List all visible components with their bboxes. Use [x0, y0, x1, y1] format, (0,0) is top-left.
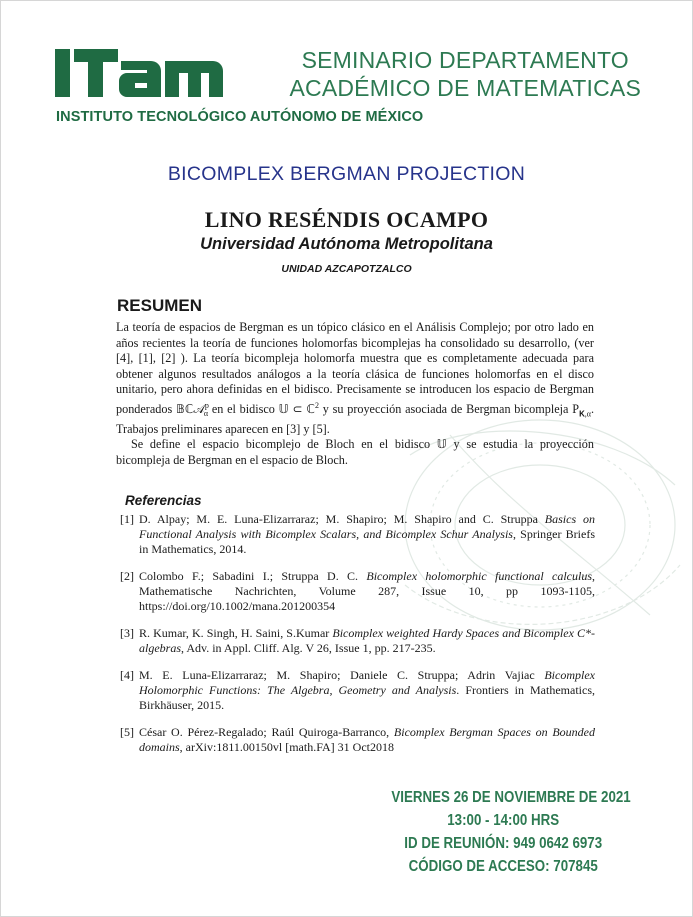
abstract-text-1: La teoría de espacios de Bergman es un tópico clásico en el Análisis Complejo; por otro lado en años recientes la teoría de funciones holomorfas bicomplejas ha consolidado su desarrollo, (ver [4], [1], [2] ). La teoría bicompleja holomorfa muestra que es completamente adecuada para obtener algunos resultados análogos a la teoría clásica de funciones holomorfas en el disco unitario, pero ahora definidas en el bidisco. Precisamente se introducen los espacio de Bergman ponderados	[116, 320, 594, 416]
event-time: 13:00 - 14:00 HRS	[447, 812, 560, 829]
abstract-text-2: en el bidisco	[211, 401, 275, 416]
reference-item: [1] D. Alpay; M. E. Luna-Elizarraraz; M. Shapiro; M. Shapiro and C. Struppa Basics on Functional Analysis with Bicomplex Scalars, and Bicomplex Schur Analysis, Springer Briefs in Mathematics, 2014.	[120, 512, 596, 556]
references-list	[120, 512, 595, 755]
abstract-heading: RESUMEN	[117, 296, 203, 315]
math-projection: $P_{𝐊,\alpha}$	[572, 401, 591, 418]
speaker-name: LINO RESÉNDIS OCAMPO	[204, 207, 489, 232]
speaker-unit: UNIDAD AZCAPOTZALCO	[281, 263, 412, 275]
event-details	[391, 786, 631, 878]
access-code[interactable]: CÓDIGO DE ACCESO: 707845	[408, 858, 598, 875]
abstract-paragraph-2: Se define el espacio bicomplejo de Bloch en el bidisco 𝕌 y se estudia la proyección bicompleja de Bergman en el espacio de Bloch.	[116, 437, 594, 467]
seminar-line-2: ACADÉMICO DE MATEMATICAS	[289, 75, 641, 101]
meeting-id[interactable]: ID DE REUNIÓN: 949 0642 6973	[404, 835, 603, 852]
abstract-text-3: y su proyección asociada de Bergman bicompleja	[322, 401, 569, 416]
reference-item: [5] César O. Pérez-Regalado; Raúl Quiroga-Barranco, Bicomplex Bergman Spaces on Bounded domains, arXiv:1811.00150vl [math.FA] 31 Oct2018	[120, 725, 595, 754]
reference-item: [3] R. Kumar, K. Singh, H. Saini, S.Kumar Bicomplex weighted Hardy Spaces and Bicomplex C*-algebras, Adv. in Appl. Cliff. Alg. V 26, Issue 1, pp. 217-235.	[120, 626, 595, 655]
references-heading: Referencias	[125, 493, 202, 508]
itam-logo	[55, 47, 225, 99]
reference-item: [2] Colombo F.; Sabadini I.; Struppa D. C. Bicomplex holomorphic functional calculus, Mathematische Nachrichten, Volume 287, Issue 10, pp 1093-1105, https://doi.org/10.1002/mana.201200354	[120, 569, 596, 613]
math-bidisc: 𝕌 ⊂ ℂ$^2$	[278, 400, 320, 416]
seminar-heading	[289, 46, 641, 102]
abstract-paragraph-1	[116, 320, 594, 437]
speaker-university: Universidad Autónoma Metropolitana	[200, 235, 493, 253]
abstract-body	[116, 320, 594, 468]
reference-item: [4] M. E. Luna-Elizarraraz; M. Shapiro; Daniele C. Struppa; Adrin Vajiac Bicomplex Holomorphic Functions: The Algebra, Geometry and Analysis. Frontiers in Mathematics, Birkhäuser, 2015.	[120, 668, 595, 712]
abstract-text-4: . Trabajos preliminares aparecen en [3] y [5].	[116, 401, 595, 436]
talk-title: BICOMPLEX BERGMAN PROJECTION	[167, 163, 526, 185]
seminar-line-1: SEMINARIO DEPARTAMENTO	[301, 47, 629, 73]
institution-name: INSTITUTO TECNOLÓGICO AUTÓNOMO DE MÉXICO	[56, 109, 424, 125]
event-date: VIERNES 26 DE NOVIEMBRE DE 2021	[391, 789, 631, 806]
math-bca: 𝔹ℂ𝒜$^p_\alpha$	[175, 400, 209, 418]
